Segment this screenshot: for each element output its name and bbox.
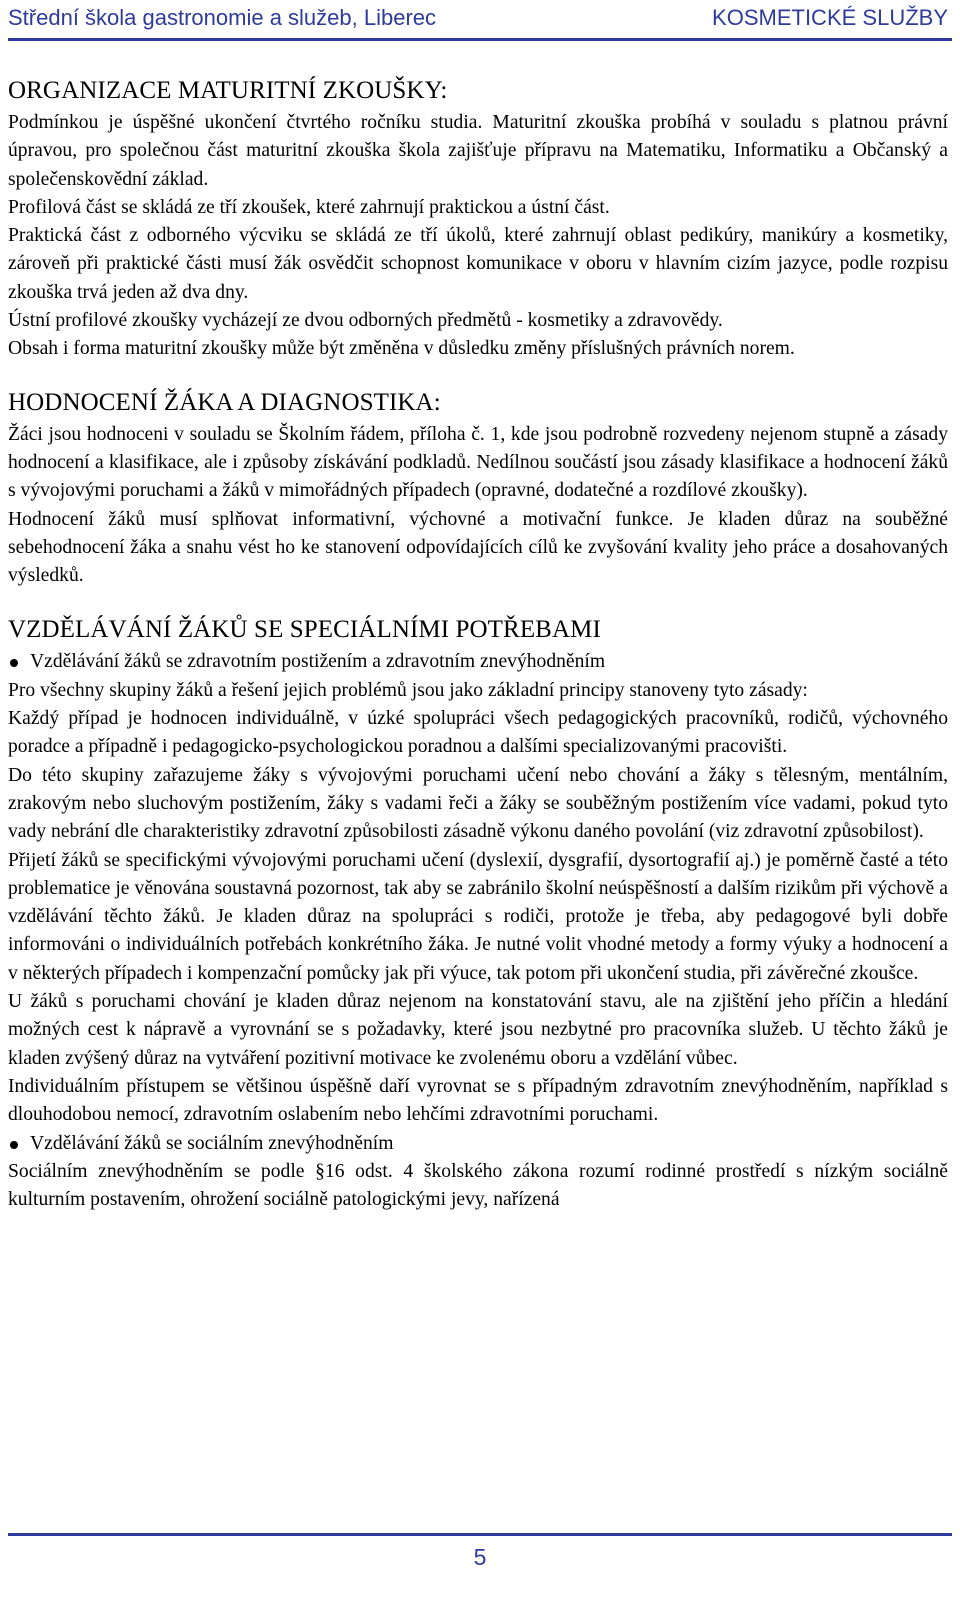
paragraph: Každý případ je hodnocen individuálně, v úzké spolupráci všech pedagogických pracovníků, rodičů, výchovného poradce a případně i pedagogicko-psychologickou poradnou a dalšími specializovanými pracovišti. bbox=[8, 708, 948, 758]
paragraph: Přijetí žáků se specifickými vývojovými poruchami učení (dyslexií, dysgrafií, dysortografií aj.) je poměrně časté a této problematice je věnována soustavná pozornost, tak aby se zabránilo školní neúspěšností a dalším rizikům při výchově a vzdělávání těchto žáků. Je kladen důraz na spolupráci s rodiči, protože je třeba, aby pedagogové byli dobře informováni o individuálních potřebách konkrétního žáka. Je nutné volit vhodné metody a formy výuky a hodnocení a v některých případech i kompenzační pomůcky jak při výuce, tak potom při ukončení studia, při závěrečné zkoušce. bbox=[8, 849, 948, 984]
page-number: 5 bbox=[473, 1544, 487, 1570]
paragraph: Podmínkou je úspěšné ukončení čtvrtého ročníku studia. Maturitní zkouška probíhá v souladu s platnou právní úpravou, pro společnou část maturitní zkouška škola zajišťuje přípravu na Matematiku, Informatiku a Občanský a společenskovědní základ. bbox=[8, 112, 948, 190]
paragraph: Obsah i forma maturitní zkoušky může být změněna v důsledku změny příslušných právních norem. bbox=[8, 338, 795, 360]
page-header bbox=[8, 0, 952, 41]
paragraph: Profilová část se skládá ze tří zkoušek, které zahrnují praktickou a ústní část. bbox=[8, 196, 610, 218]
paragraph: Do této skupiny zařazujeme žáky s vývojovými poruchami učení nebo chování a žáky s tělesným, mentálním, zrakovým nebo sluchovým postižením, žáky s vadami řeči a žáky se souběžným postižením více vadami, pokud tyto vady nebrání dle charakteristiky zdravotní způsobilosti zásadně výkonu daného povolání (viz zdravotní způsobilost). bbox=[8, 764, 948, 843]
heading-special-needs: VZDĚLÁVÁNÍ ŽÁKŮ SE SPECIÁLNÍMI POTŘEBAMI bbox=[8, 616, 601, 644]
paragraph: Ústní profilové zkoušky vycházejí ze dvou odborných předmětů - kosmetiky a zdravovědy. bbox=[8, 310, 723, 332]
page-footer bbox=[8, 1533, 952, 1570]
bullet-text: Vzdělávání žáků se zdravotním postižením a zdravotním znevýhodněním bbox=[30, 651, 606, 673]
bullet-icon bbox=[10, 1141, 18, 1149]
program-name: KOSMETICKÉ SLUŽBY bbox=[712, 5, 948, 30]
paragraph: U žáků s poruchami chování je kladen důraz nejenom na konstatování stavu, ale na zjištění jeho příčin a hledání možných cest k nápravě a vyrovnání se s požadavky, které jsou nezbytné pro pracovníka služeb. U těchto žáků je kladen zvýšený důraz na vytváření pozitivní motivace ke zvolenému oboru a vzdělání vůbec. bbox=[8, 991, 948, 1069]
bullet-text: Vzdělávání žáků se sociálním znevýhodněním bbox=[30, 1132, 394, 1154]
bullet-item bbox=[8, 648, 948, 676]
paragraph: Pro všechny skupiny žáků a řešení jejich problémů jsou jako základní principy stanoveny tyto zásady: bbox=[8, 679, 808, 701]
bullet-icon bbox=[10, 659, 18, 667]
paragraph: Hodnocení žáků musí splňovat informativní, výchovné a motivační funkce. Je kladen důraz na souběžné sebehodnocení žáka a snahu vést ho ke stanovení odpovídajících cílů ke zvyšování kvality jeho práce a dosahovaných výsledků. bbox=[8, 508, 948, 587]
bullet-item bbox=[8, 1130, 948, 1158]
paragraph: Individuálním přístupem se většinou úspěšně daří vyrovnat se s případným zdravotním znevýhodněním, například s dlouhodobou nemocí, zdravotním oslabením nebo lehčími zdravotními poruchami. bbox=[8, 1075, 948, 1126]
heading-exam: ORGANIZACE MATURITNÍ ZKOUŠKY: bbox=[8, 77, 448, 104]
heading-evaluation: HODNOCENÍ ŽÁKA A DIAGNOSTIKA: bbox=[8, 388, 441, 416]
page-content bbox=[8, 76, 948, 1214]
paragraph: Praktická část z odborného výcviku se skládá ze tří úkolů, které zahrnují oblast pedikúry, manikúry a kosmetiky, zároveň při praktické části musí žák osvědčit schopnost komunikace v oboru v hlavním cizím jazyce, podle rozpisu zkouška trvá jeden až dva dny. bbox=[8, 225, 948, 303]
paragraph: Žáci jsou hodnoceni v souladu se Školním řádem, příloha č. 1, kde jsou podrobně rozvedeny nejenom stupně a zásady hodnocení a klasifikace, ale i způsoby získávání podkladů. Nedílnou součástí jsou zásady klasifikace a hodnocení žáků s vývojovými poruchami a žáků v mimořádných případech (opravné, dodatečné a rozdílové zkoušky). bbox=[8, 423, 948, 502]
school-name: Střední škola gastronomie a služeb, Liberec bbox=[8, 5, 437, 30]
paragraph: Sociálním znevýhodněním se podle §16 odst. 4 školského zákona rozumí rodinné prostředí s nízkým sociálně kulturním postavením, ohrožení sociálně patologickými jevy, nařízená bbox=[8, 1160, 948, 1211]
